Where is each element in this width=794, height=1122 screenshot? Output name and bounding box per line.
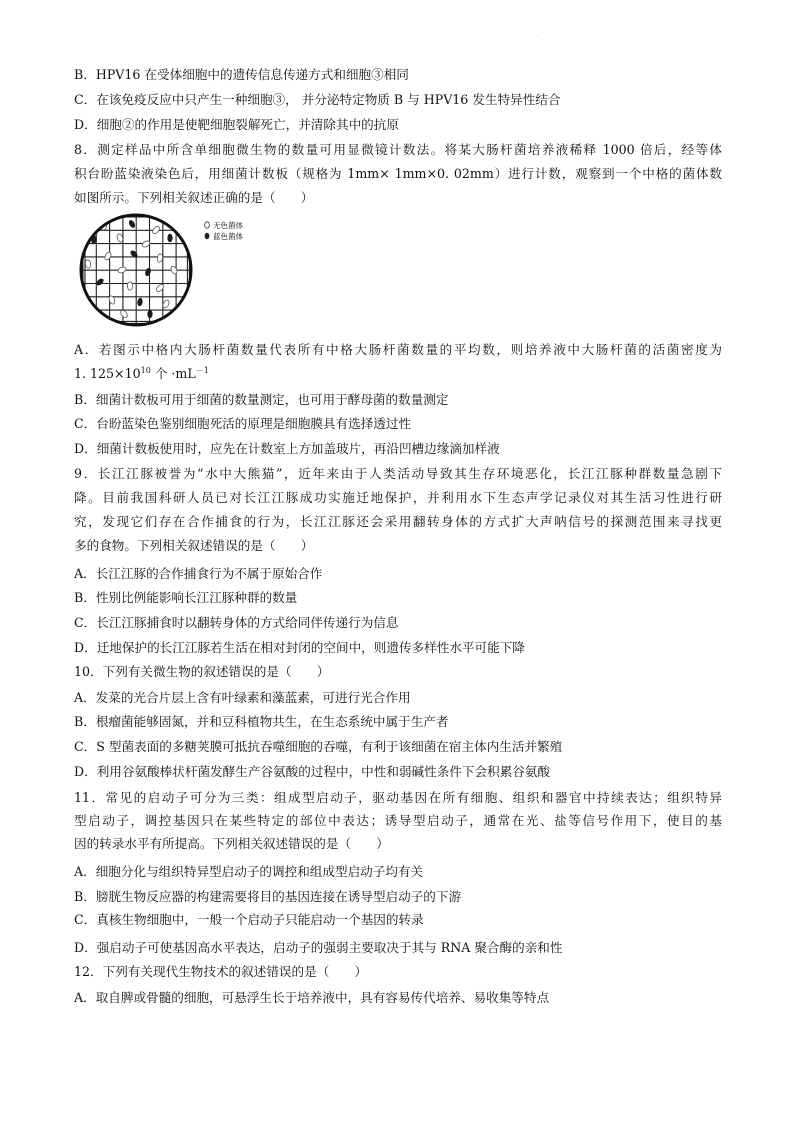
text-line: D．利用谷氨酸棒状杆菌发酵生产谷氨酸的过程中，中性和弱碱性条件下会积累谷氨酸 <box>74 764 551 779</box>
text-line: D．强启动子可使基因高水平表达，启动子的强弱主要取决于其与 RNA 聚合酶的亲和性 <box>74 940 563 955</box>
text-line: 积台盼蓝染液染色后，用细菌计数板（规格为 1mm× 1mm×0. 02mm）进行计数，观察到一个中格的菌体数 <box>74 166 722 181</box>
legend-colorless-label: 无色菌体 <box>213 221 243 230</box>
colorless-cell <box>127 282 132 290</box>
text-line: B．性别比例能影响长江江豚种群的数量 <box>74 590 298 605</box>
text-line: 究，发现它们存在合作捕食的行为，长江江豚还会采用翻转身体的方式扩大声呐信号的探测范围来寻找更 <box>74 514 722 529</box>
blue-stained-cell <box>147 310 152 318</box>
text-line: B．HPV16 在受体细胞中的遗传信息传递方式和细胞③相同 <box>74 67 409 82</box>
density-unit-exponent: －1 <box>195 365 209 375</box>
density-unit: 个 ·mL <box>150 366 196 381</box>
text-line: 多的食物。下列相关叙述错误的是（ ） <box>74 538 314 553</box>
text-line: 降。目前我国科研人员已对长江江豚成功实施迁地保护，并利用水下生态声学记录仪对其生活习性进行研 <box>74 490 722 505</box>
text-line: D．细胞②的作用是使靶细胞裂解死亡，并清除其中的抗原 <box>74 117 399 132</box>
text-line: A．取自脾或骨髓的细胞，可悬浮生长于培养液中，具有容易传代培养、易收集等特点 <box>74 990 550 1005</box>
density-base: 1. 125×10 <box>74 366 141 381</box>
text-line: C．台盼蓝染色鉴别细胞死活的原理是细胞膜具有选择透过性 <box>74 416 412 431</box>
text-line: C．长江江豚捕食时以翻转身体的方式给同伴传递行为信息 <box>74 615 399 630</box>
text-line: C．真核生物细胞中，一般一个启动子只能启动一个基因的转录 <box>74 912 424 927</box>
text-line: B．细菌计数板可用于细菌的数量测定，也可用于酵母菌的数量测定 <box>74 392 449 407</box>
text-line: A．若图示中格内大肠杆菌数量代表所有中格大肠杆菌数量的平均数，则培养液中大肠杆菌的活菌密度为 <box>74 342 722 357</box>
text-line: 10．下列有关微生物的叙述错误的是（ ） <box>74 664 330 679</box>
text-line: C．S 型菌表面的多糖荚膜可抵抗吞噬细胞的吞噬，有利于该细菌在宿主体内生活并繁殖 <box>74 739 563 754</box>
text-line: 12．下列有关现代生物技术的叙述错误的是（ ） <box>74 964 368 979</box>
counting-chamber-figure <box>74 210 264 328</box>
text-line: 11．常见的启动子可分为三类：组成型启动子，驱动基因在所有细胞、组织和器官中持续表达；组织特异 <box>74 790 722 805</box>
colorless-cell-legend-icon <box>205 222 210 228</box>
text-line: B．膀胱生物反应器的构建需要将目的基因连接在诱导型启动子的下游 <box>74 889 462 904</box>
figure-legend <box>205 220 244 241</box>
density-value-line <box>74 366 209 382</box>
text-line: 因的转录水平有所提高。下列相关叙述错误的是（ ） <box>74 836 389 851</box>
blue-cell-legend-icon <box>205 233 210 239</box>
text-line: A．细胞分化与组织特异型启动子的调控和组成型启动子均有关 <box>74 864 424 879</box>
text-line: B．根瘤菌能够固氮，并和豆科植物共生，在生态系统中属于生产者 <box>74 714 449 729</box>
text-line: 9．长江江豚被誉为“水中大熊猫”，近年来由于人类活动导致其生存环境恶化，长江江豚种群数量急剧下 <box>74 466 722 481</box>
text-line: 型启动子，调控基因只在某些特定的部位中表达；诱导型启动子，通常在光、盐等信号作用下，使目的基 <box>74 813 722 828</box>
blue-stained-cell <box>167 234 172 242</box>
text-line: A．发菜的光合片层上含有叶绿素和藻蓝素，可进行光合作用 <box>74 690 411 705</box>
text-line: 如图所示。下列相关叙述正确的是（ ） <box>74 190 314 205</box>
legend-blue-label: 蓝色菌体 <box>213 232 243 241</box>
text-line: D．细菌计数板使用时，应先在计数室上方加盖玻片，再沿凹槽边缘滴加样液 <box>74 441 500 456</box>
text-line: D．迁地保护的长江江豚若生活在相对封闭的空间中，则遗传多样性水平可能下降 <box>74 640 525 655</box>
page-mark: · <box>536 33 538 40</box>
text-line: C．在该免疫反应中只产生一种细胞③， 并分泌特定物质 B 与 HPV16 发生特异性结合 <box>74 92 561 107</box>
text-line: A．长江江豚的合作捕食行为不属于原始合作 <box>74 566 323 581</box>
density-exponent: 10 <box>140 365 151 375</box>
grid-area <box>74 210 204 328</box>
text-line: 8．测定样品中所含单细胞微生物的数量可用显微镜计数法。将某大肠杆菌培养液稀释 1000 倍后，经等体 <box>74 142 722 157</box>
